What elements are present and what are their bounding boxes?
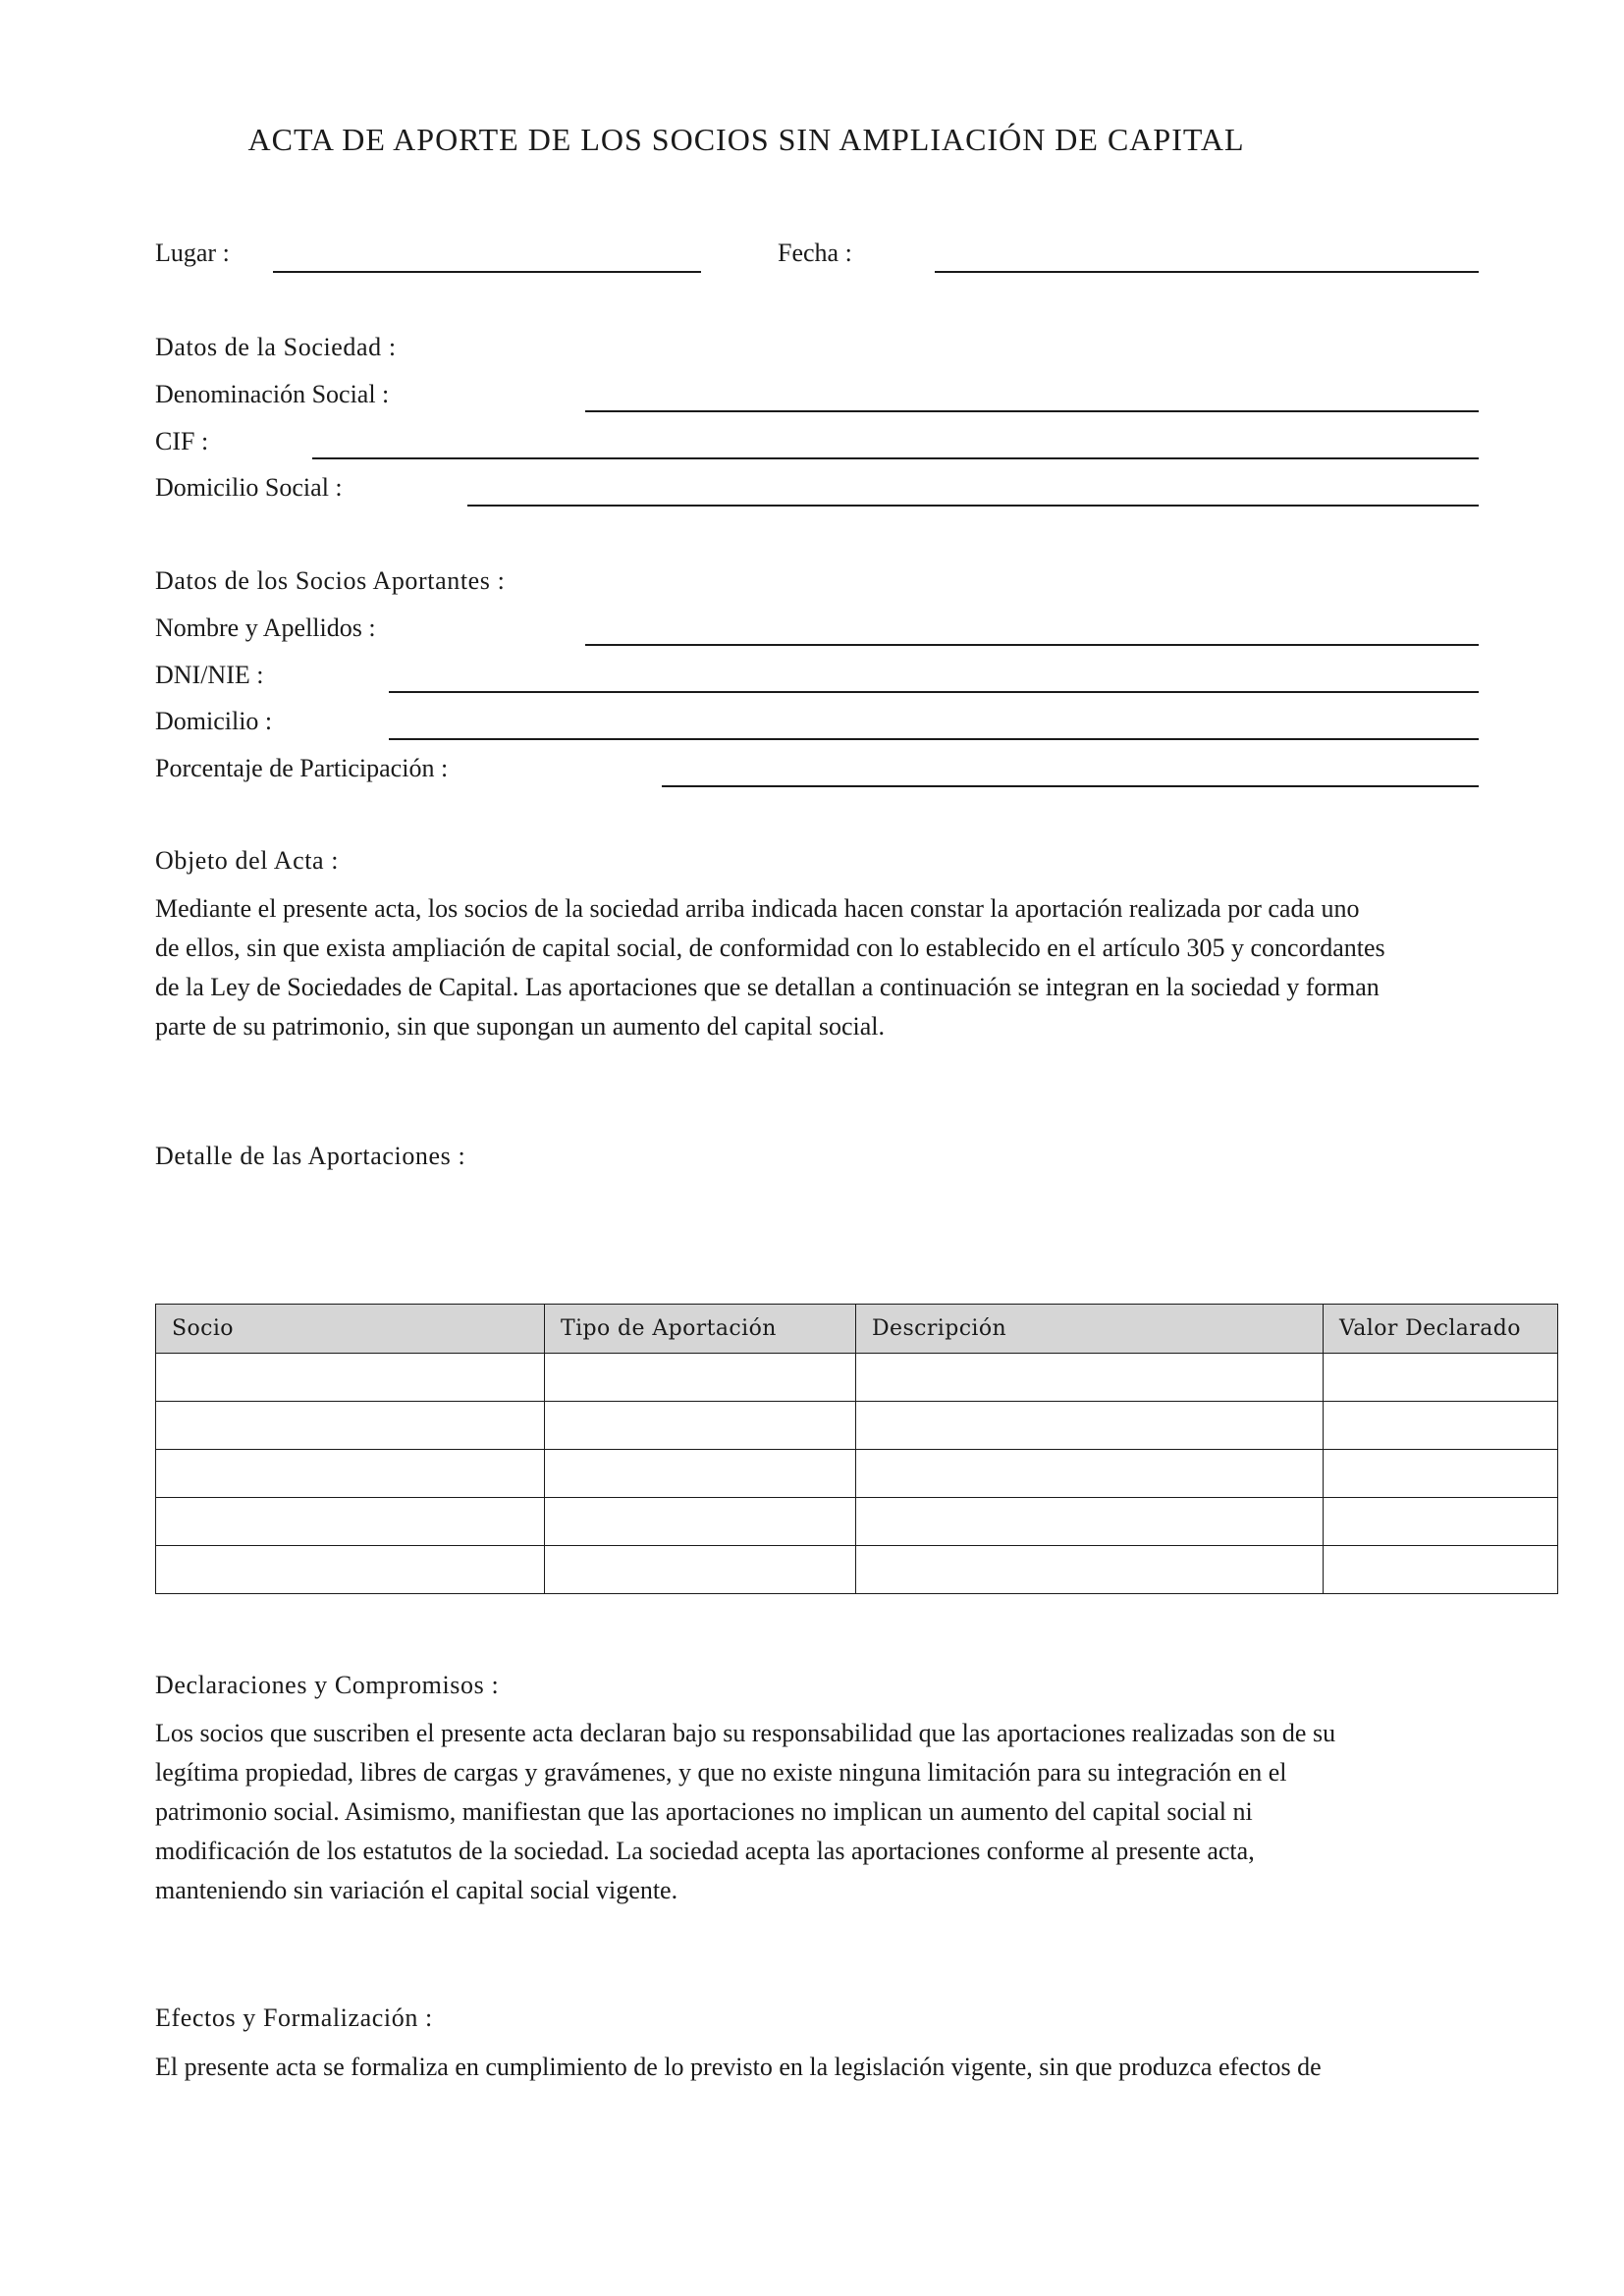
table-row <box>156 1546 1558 1594</box>
denominacion-field[interactable] <box>585 410 1479 412</box>
denominacion-label: Denominación Social : <box>155 380 390 408</box>
table-cell-valor[interactable] <box>1324 1498 1558 1546</box>
table-row <box>156 1402 1558 1450</box>
table-cell-socio[interactable] <box>156 1354 545 1402</box>
table-cell-valor[interactable] <box>1324 1402 1558 1450</box>
table-cell-tipo[interactable] <box>545 1402 856 1450</box>
fecha-field[interactable] <box>935 271 1479 273</box>
declaraciones-paragraph <box>155 1714 1490 1910</box>
paragraph-line: de ellos, sin que exista ampliación de capital social, de conformidad con lo establecido en el artículo 305 y concordantes <box>155 934 1385 962</box>
table-cell-descripcion[interactable] <box>856 1546 1324 1594</box>
efectos-heading: Efectos y Formalización : <box>155 2003 433 2032</box>
nombre-label: Nombre y Apellidos : <box>155 614 376 642</box>
paragraph-line: legítima propiedad, libres de cargas y gravámenes, y que no existe ninguna limitación para su integración en el <box>155 1758 1287 1787</box>
sociedad-heading: Datos de la Sociedad : <box>155 333 397 361</box>
table-cell-descripcion[interactable] <box>856 1354 1324 1402</box>
domicilio-social-label: Domicilio Social : <box>155 473 343 502</box>
paragraph-line: manteniendo sin variación el capital social vigente. <box>155 1876 678 1904</box>
table-cell-tipo[interactable] <box>545 1354 856 1402</box>
table-cell-tipo[interactable] <box>545 1498 856 1546</box>
declaraciones-heading: Declaraciones y Compromisos : <box>155 1671 500 1699</box>
domicilio-field[interactable] <box>389 738 1479 740</box>
table-header-row <box>156 1305 1558 1354</box>
table-cell-socio[interactable] <box>156 1402 545 1450</box>
paragraph-line: parte de su patrimonio, sin que supongan un aumento del capital social. <box>155 1012 885 1041</box>
document-title: ACTA DE APORTE DE LOS SOCIOS SIN AMPLIACIÓN DE CAPITAL <box>247 122 1245 157</box>
detalle-heading: Detalle de las Aportaciones : <box>155 1142 466 1170</box>
nombre-field[interactable] <box>585 644 1479 646</box>
table-cell-valor[interactable] <box>1324 1450 1558 1498</box>
table-cell-socio[interactable] <box>156 1546 545 1594</box>
paragraph-line: Los socios que suscriben el presente acta declaran bajo su responsabilidad que las aportaciones realizadas son de su <box>155 1719 1336 1747</box>
paragraph-line: de la Ley de Sociedades de Capital. Las aportaciones que se detallan a continuación se integran en la sociedad y forman <box>155 973 1380 1001</box>
paragraph-line: El presente acta se formaliza en cumplimiento de lo previsto en la legislación vigente, sin que produzca efectos de <box>155 2053 1322 2081</box>
table-cell-tipo[interactable] <box>545 1450 856 1498</box>
table-row <box>156 1450 1558 1498</box>
table-row <box>156 1498 1558 1546</box>
socios-heading: Datos de los Socios Aportantes : <box>155 566 506 595</box>
table-row <box>156 1354 1558 1402</box>
table-cell-descripcion[interactable] <box>856 1402 1324 1450</box>
column-header-tipo: Tipo de Aportación <box>545 1305 856 1354</box>
table-cell-socio[interactable] <box>156 1498 545 1546</box>
dni-field[interactable] <box>389 691 1479 693</box>
table-cell-valor[interactable] <box>1324 1354 1558 1402</box>
fecha-label: Fecha : <box>778 239 852 267</box>
column-header-descripcion: Descripción <box>856 1305 1324 1354</box>
table-cell-descripcion[interactable] <box>856 1450 1324 1498</box>
porcentaje-label: Porcentaje de Participación : <box>155 754 449 782</box>
dni-label: DNI/NIE : <box>155 661 264 689</box>
paragraph-line: Mediante el presente acta, los socios de la sociedad arriba indicada hacen constar la aportación realizada por cada uno <box>155 894 1360 923</box>
aportaciones-table <box>155 1304 1558 1594</box>
table-cell-socio[interactable] <box>156 1450 545 1498</box>
paragraph-line: modificación de los estatutos de la sociedad. La sociedad acepta las aportaciones conforme al presente acta, <box>155 1837 1255 1865</box>
table-cell-valor[interactable] <box>1324 1546 1558 1594</box>
column-header-valor: Valor Declarado <box>1324 1305 1558 1354</box>
table-cell-descripcion[interactable] <box>856 1498 1324 1546</box>
lugar-field[interactable] <box>273 271 701 273</box>
paragraph-line: patrimonio social. Asimismo, manifiestan que las aportaciones no implican un aumento del capital social ni <box>155 1797 1253 1826</box>
objeto-paragraph <box>155 889 1490 1046</box>
cif-field[interactable] <box>312 457 1479 459</box>
porcentaje-field[interactable] <box>662 785 1479 787</box>
column-header-socio: Socio <box>156 1305 545 1354</box>
domicilio-label: Domicilio : <box>155 707 273 735</box>
cif-label: CIF : <box>155 427 209 455</box>
domicilio-social-field[interactable] <box>467 505 1479 507</box>
efectos-paragraph <box>155 2048 1490 2087</box>
objeto-heading: Objeto del Acta : <box>155 846 340 875</box>
table-cell-tipo[interactable] <box>545 1546 856 1594</box>
lugar-label: Lugar : <box>155 239 230 267</box>
